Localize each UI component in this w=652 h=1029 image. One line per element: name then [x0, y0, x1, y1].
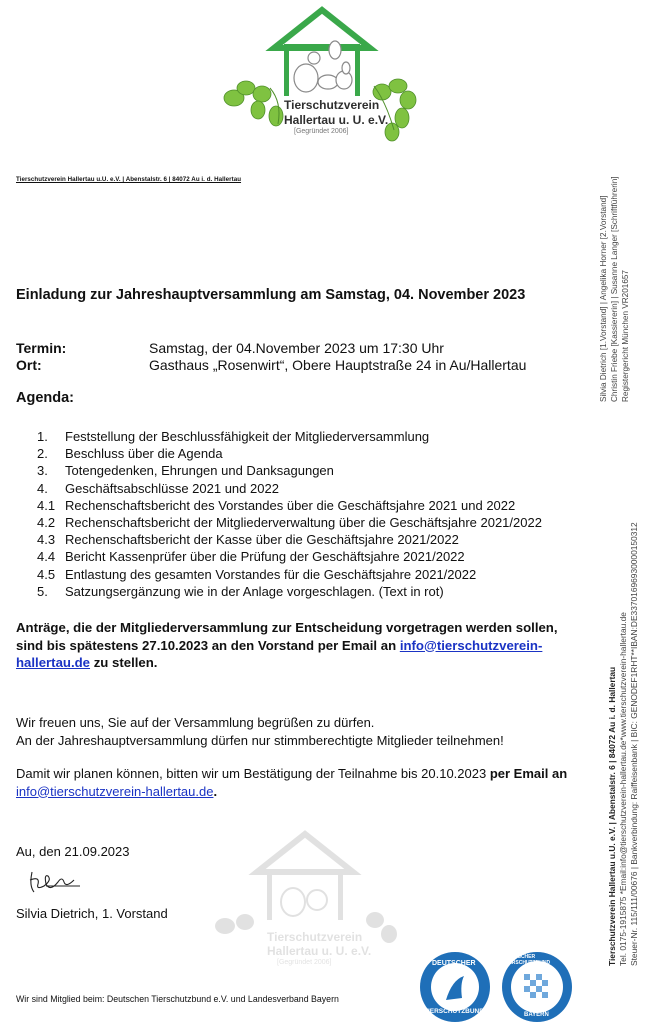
date-line: Au, den 21.09.2023: [16, 844, 130, 859]
list-item: [37, 514, 542, 531]
ort-value: Gasthaus „Rosenwirt“, Obere Hauptstraße 24 in Au/Hallertau: [149, 357, 527, 373]
antraege-paragraph: [16, 619, 576, 672]
agenda-number: 4.5: [37, 566, 56, 582]
watermark-founded: [Gegründet 2006]: [277, 959, 332, 966]
logo-name-line1: Tierschutzverein: [284, 98, 380, 112]
list-item: [37, 497, 542, 514]
logo-founded: [Gegründet 2006]: [294, 128, 349, 135]
bayern-badge-top: DEUTSCHER TIERSCHUTZBUND: [504, 954, 551, 966]
welcome-line-1: Wir freuen uns, Sie auf der Versammlung begrüßen zu dürfen.: [16, 715, 375, 730]
watermark-name-line1: Tierschutzverein: [267, 930, 363, 944]
contact-line-1: Tierschutzverein Hallertau u.U. e.V. | Abenstalstr. 6 | 84072 Au i. d. Hallertau: [607, 666, 617, 966]
antraege-text: Anträge, die der Mitgliederversammlung zur Entscheidung vorgetragen werden sollen, sind bis spätestens 27.10.2023 an den Vorstand per Email an: [16, 620, 558, 653]
list-item: [37, 566, 542, 583]
agenda-text: Geschäftsabschlüsse 2021 und 2022: [65, 480, 279, 496]
dtb-badge-top: DEUTSCHER: [432, 960, 476, 967]
contact-info-vertical: [607, 522, 640, 966]
agenda-number: 4.1: [37, 497, 56, 513]
list-item: [37, 531, 542, 548]
board-line-1: Silvia Dietrich [1.Vorstand] | Angelika Horner [2.Vorstand]: [599, 195, 608, 402]
watermark-logo: [205, 830, 405, 978]
contact-line-3: Steuer-Nr. 115/111/00676 | Bankverbindung: Raiffeisenbank | BIC: GENODEF1RHT**IBAN:DE33701696930000150312: [629, 522, 639, 966]
confirmation-paragraph: [16, 765, 576, 800]
agenda-list: [37, 428, 542, 600]
signature-name: Silvia Dietrich, 1. Vorstand: [16, 906, 168, 921]
watermark-name-line2: Hallertau u. U. e.V.: [267, 944, 372, 958]
ort-label: Ort:: [16, 357, 42, 373]
bayern-badge: [500, 950, 574, 1024]
contact-line-2: Tel. 0175-1915875 *Email:info@tierschutzverein-hallertau.de*www.tierschutzverein-hallertau.de: [618, 612, 628, 966]
agenda-text: Totengedenken, Ehrungen und Danksagungen: [65, 463, 334, 479]
agenda-number: 1.: [37, 429, 48, 444]
agenda-number: 4.: [37, 480, 48, 496]
list-item: [37, 462, 542, 479]
confirmation-end: .: [213, 783, 218, 799]
signature-image: [26, 868, 86, 898]
agenda-title: Agenda:: [16, 390, 74, 406]
agenda-number: 2.: [37, 446, 48, 462]
confirmation-bold-text: per Email an: [489, 766, 568, 781]
board-line-3: Registergericht München VR201657: [620, 270, 630, 402]
board-line-2: Christin Friebe [Kassiererin] | Susanne Langer [Schriftführerin]: [609, 176, 619, 402]
agenda-text: Bericht Kassenprüfer über die Prüfung der Geschäftsjahre 2021/2022: [65, 549, 465, 565]
agenda-text: Satzungsergänzung wie in der Anlage vorgeschlagen. (Text in rot): [65, 583, 444, 599]
board-info-vertical: [599, 176, 631, 402]
agenda-text: Feststellung der Beschlussfähigkeit der Mitgliederversammlung: [65, 429, 430, 444]
agenda-text: Rechenschaftsbericht des Vorstandes über die Geschäftsjahre 2021 und 2022: [65, 497, 516, 513]
list-item: [37, 428, 542, 445]
page-title: Einladung zur Jahreshauptversammlung am Samstag, 04. November 2023: [16, 287, 526, 303]
confirmation-text: Damit wir planen können, bitten wir um Bestätigung der Teilnahme bis 20.10.2023: [16, 766, 490, 781]
termin-value: Samstag, der 04.November 2023 um 17:30 Uhr: [149, 340, 444, 356]
agenda-text: Beschluss über die Agenda: [65, 446, 223, 462]
membership-line: Wir sind Mitglied beim: Deutschen Tierschutzbund e.V. und Landesverband Bayern: [16, 994, 339, 1004]
bayern-badge-bottom: BAYERN: [524, 1012, 549, 1018]
welcome-line-2: An der Jahreshauptversammlung dürfen nur stimmberechtigte Mitglieder teilnehmen!: [16, 733, 504, 748]
agenda-number: 5.: [37, 583, 48, 599]
dtb-badge: [418, 950, 492, 1024]
club-logo: [222, 6, 422, 154]
sender-address-line: Tierschutzverein Hallertau u.U. e.V. | Abenstalstr. 6 | 84072 Au i. d. Hallertau: [16, 176, 242, 183]
antraege-email-link[interactable]: info@tierschutzverein-hallertau.de: [16, 637, 543, 670]
logo-name-line2: Hallertau u. U. e.V.: [284, 113, 389, 127]
agenda-number: 4.2: [37, 515, 56, 531]
agenda-number: 4.3: [37, 532, 56, 548]
agenda-text: Entlastung des gesamten Vorstandes für die Geschäftsjahre 2021/2022: [65, 566, 477, 582]
agenda-text: Rechenschaftsbericht der Kasse über die Geschäftsjahre 2021/2022: [65, 532, 459, 548]
confirmation-email-link[interactable]: info@tierschutzverein-hallertau.de: [16, 783, 214, 799]
list-item: [37, 480, 542, 497]
antraege-text-end: zu stellen.: [90, 655, 158, 670]
agenda-number: 4.4: [37, 549, 56, 565]
termin-label: Termin:: [16, 340, 67, 356]
agenda-number: 3.: [37, 463, 48, 479]
list-item: [37, 445, 542, 462]
list-item: [37, 583, 542, 600]
list-item: [37, 548, 542, 565]
agenda-text: Rechenschaftsbericht der Mitgliederverwaltung über die Geschäftsjahre 2021/2022: [65, 515, 542, 531]
dtb-badge-bottom: TIERSCHUTZBUND: [424, 1008, 484, 1015]
